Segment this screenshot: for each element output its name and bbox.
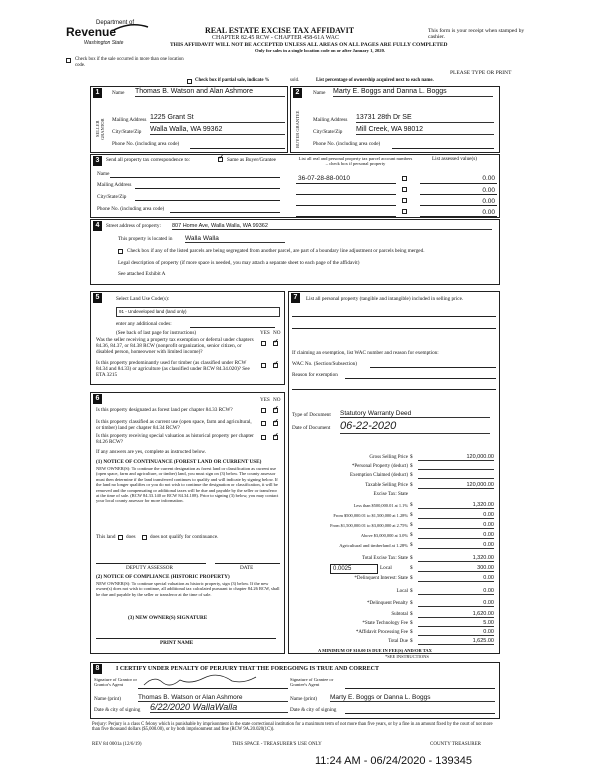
calc-label: Excise Tax: State (373, 492, 408, 497)
calc-dollar: $ (410, 600, 413, 606)
deputy-line (96, 563, 206, 564)
calc-value[interactable]: 0.00 (418, 629, 494, 636)
s3-name-line (110, 177, 280, 178)
does-label: does (126, 534, 136, 540)
s6-q3: Is this property receiving special valuation as historical property per chapter 84.26 RCW? (96, 433, 254, 445)
s5-q2-no-checkbox[interactable] (273, 363, 278, 368)
s3-mailing-label: Mailing Address (97, 182, 132, 188)
calc-label: *State Technology Fee (362, 621, 408, 626)
list-pct-label: List percentage of ownership acquired next to each name. (316, 78, 434, 83)
parcel-line (296, 205, 396, 206)
seller-mailing-label: Mailing Address (112, 117, 147, 123)
multi-location-label: Check box if the sale occurred in more than one location code. (75, 57, 184, 68)
buyer-side-label: BUYER GRANTEE (295, 110, 300, 148)
reason-label: Reason for exemption (292, 372, 338, 378)
calc-label: Exemption Claimed (deduct) (349, 473, 408, 478)
logo-line3: Washington State (84, 40, 124, 46)
seller-name-label: Name (112, 90, 125, 96)
buyer-city-label: City/State/Zip (313, 129, 343, 135)
section-4-number: 4 (93, 221, 102, 231)
calc-dollar: $ (410, 463, 413, 469)
grantee-date-city-line (345, 713, 495, 714)
exemption-claim-label: If claiming an exemption, list WAC number and reason for exemption: (292, 350, 439, 356)
deputy-label: DEPUTY ASSESSOR (126, 565, 173, 571)
not-accepted-note: THIS AFFIDAVIT WILL NOT BE ACCEPTED UNLESS ALL AREAS ON ALL PAGES ARE FULLY COMPLETED (170, 42, 448, 48)
calc-label: *Delinquent Penalty (367, 601, 408, 606)
calc-dollar: $ (410, 472, 413, 478)
recording-stamp: 11:24 AM - 06/24/2020 - 139345 (315, 755, 472, 767)
calc-dollar: $ (410, 522, 413, 528)
notice1-text: NEW OWNER(S): To continue the current designation as forest land or classification as current use (open space, farm and agriculture, or timber) land, you must sign on (3) below. The county assessor must then determine if the land transferred continues to qualify and will indicate by signing below. If the land no longer qualifies or you do not wish to continue the designation or classification, it will be removed and the compensating or additional taxes will be due and payable by the seller or transferor at the time of sale. (RCW 84.33.140 or RCW 84.34.108). Prior to signing (3) below, you may contact your local county assessor for more information. (96, 466, 279, 504)
section-1-number: 1 (93, 88, 102, 98)
s6-q3-yes-checkbox[interactable] (261, 435, 266, 440)
calc-label: Agricultural and timberland at 1.28% (339, 543, 408, 548)
s6-instructions: If any answers are yes, complete as instructed below. (96, 449, 207, 455)
s3-name-label: Name (97, 171, 110, 177)
deputy-date-line (215, 563, 280, 564)
receipt-note: This form is your receipt when stamped by cashier. (428, 28, 525, 41)
calc-value[interactable]: 120,000.00 (418, 482, 494, 489)
does-not-label: does not qualify for continuance. (150, 534, 219, 540)
calc-value[interactable]: 1,625.00 (418, 638, 494, 645)
segregated-label: Check box if any of the listed parcels are being segregated from another parcel, are part of a boundary line adjustment or parcels being merged. (127, 248, 425, 254)
send-correspondence-label: Send all property tax correspondence to: (106, 157, 190, 163)
new-owner-sig-label: (3) NEW OWNER(S) SIGNATURE (128, 615, 208, 621)
see-back-label: (See back of last page for instructions) (116, 330, 197, 336)
this-land-label: This land (96, 534, 116, 540)
calc-value[interactable]: 1,620.00 (418, 611, 494, 618)
dor-logo (60, 20, 155, 52)
county-treasurer: COUNTY TREASURER (430, 742, 481, 747)
calc-value[interactable]: 0.00 (418, 542, 494, 549)
s5-q2: Is this property predominantly used for timber (as classified under RCW 84.34 and 84.33) or agriculture (as classified under RCW 84.34.020)? See ETA 3215 (96, 360, 250, 378)
s3-mailing-line (135, 188, 280, 189)
print-name-label: PRINT NAME (160, 640, 194, 646)
form-id: REV 84 0001a (12/6/19) (92, 742, 142, 747)
calc-dollar: $ (410, 638, 413, 644)
section-6-number: 6 (93, 394, 102, 404)
reason-line-2 (292, 389, 496, 390)
doc-date[interactable]: 06-22-2020 (340, 420, 490, 434)
grantor-date-city[interactable]: 6/22/2020 WallaWalla (150, 702, 288, 713)
seller-side-label: SELLER GRANTOR (95, 118, 106, 140)
land-use-select[interactable]: 91 - Undeveloped land (land only) (116, 307, 280, 317)
calc-value[interactable]: 0.00 (418, 532, 494, 539)
same-as-buyer-checkbox[interactable] (218, 157, 223, 162)
calc-value[interactable]: 120,000.00 (418, 454, 494, 461)
calc-dollar: $ (410, 620, 413, 626)
logo-line1: Department of (96, 20, 135, 26)
new-owner-sig-line (96, 638, 276, 639)
seller-name[interactable]: Thomas B. Watson and Alan Ashmore (135, 88, 285, 97)
calc-dollar: $ (410, 542, 413, 548)
s3-city-label: City/State/Zip (97, 194, 127, 200)
parcel-number[interactable]: 36-07-28-88-0010 (298, 175, 351, 182)
s6-q1-no-checkbox[interactable] (273, 408, 278, 413)
section-5-number: 5 (93, 293, 102, 303)
calc-dollar: $ (410, 482, 413, 488)
segregated-checkbox[interactable] (118, 249, 123, 254)
personal-property-checkbox[interactable] (402, 209, 407, 214)
assessed-line (420, 205, 497, 206)
calc-dollar: $ (410, 575, 413, 581)
grantee-date-city-label: Date & city of signing (290, 707, 337, 713)
buyer-phone-label: Phone No. (including area code) (313, 141, 381, 147)
s6-q1-yes-checkbox[interactable] (261, 408, 266, 413)
notice2-text: NEW OWNER(S): To continue special valuation as historic property, sign (3) below. If the new owner(s) does not wish to continue, all additional tax calculated pursuant to chapter 84.26 RCW, shall be due and payable by the seller or transferor at the time of sale. (96, 581, 280, 597)
calc-dollar: $ (410, 629, 413, 635)
s6-q2: Is this property classified as current use (open space, farm and agricultural, or timber) land per chapter 84.34 RCW? (96, 419, 252, 431)
logo-swoosh-icon (110, 23, 150, 33)
calc-label: From $500,000.01 to $1,500,000 at 1.28% (333, 513, 408, 518)
personal-property-checkbox[interactable] (402, 176, 407, 181)
assessed-line (420, 183, 497, 184)
parcel-line (296, 216, 396, 217)
form-title: REAL ESTATE EXCISE TAX AFFIDAVIT (205, 26, 355, 35)
reason-line (345, 378, 496, 379)
section-2-number: 2 (293, 88, 302, 98)
perjury-note: Perjury: Perjury is a class C felony which is punishable by imprisonment in the state correctional institution for a maximum term of not more than five years, or by a fine in an amount fixed by the court of not more than five thousand dollars ($5,000.00), or by both imprisonment and fine (RCW 9A.20.020(1C)). (92, 722, 493, 733)
assessed-line (420, 194, 497, 195)
buyer-name[interactable]: Marty E. Boggs and Danna L. Boggs (333, 88, 493, 97)
sold-label: sold. (290, 78, 300, 83)
buyer-name-label: Name (313, 90, 326, 96)
calc-value[interactable]: 5.00 (418, 620, 494, 627)
calc-label: Less than $500,000.01 at 1.1% (353, 503, 408, 508)
personal-property-checkbox[interactable] (402, 187, 407, 192)
grantee-name-label: Name (print) (290, 696, 317, 702)
s6-q2-yes-checkbox[interactable] (261, 421, 266, 426)
see-instructions: *SEE INSTRUCTIONS (385, 654, 429, 659)
calc-value[interactable]: 1,320.00 (418, 555, 494, 562)
s6-yes-header: YES (260, 397, 270, 403)
calc-dollar: $ (410, 555, 413, 561)
type-print: PLEASE TYPE OR PRINT (450, 70, 512, 76)
parcel-header: List all real and personal property tax parcel account numbers – check box if personal property (298, 156, 413, 167)
calc-label: *Personal Property (deduct) (351, 464, 408, 469)
minimum-note: A MINIMUM OF $10.00 IS DUE IN FEE(S) AND/OR TAX (318, 648, 432, 653)
assessed-value[interactable]: 0.00 (482, 187, 495, 194)
deputy-date-label: DATE (240, 565, 254, 571)
legal-label: Legal description of property (if more space is needed, you may attach a separate sheet to each page of the affidavit) (118, 260, 360, 266)
s5-q2-yes-checkbox[interactable] (261, 363, 266, 368)
s6-q2-no-checkbox[interactable] (273, 421, 278, 426)
buyer-mailing[interactable]: 13731 28th Dr SE (356, 114, 494, 123)
s3-phone-line (170, 212, 280, 213)
buyer-mailing-label: Mailing Address (313, 117, 348, 123)
doc-type-label: Type of Document (292, 412, 331, 418)
notice2-title: (2) NOTICE OF COMPLIANCE (HISTORIC PROPERTY) (96, 574, 230, 580)
grantor-signature[interactable] (140, 673, 260, 689)
grantor-print-name[interactable]: Thomas B. Watson or Alan Ashmore (138, 694, 288, 702)
calc-label: *Affidavit Processing Fee (355, 630, 408, 635)
s3-phone-label: Phone No. (including area code) (97, 206, 165, 212)
calc-value[interactable] (418, 472, 494, 479)
calc-label: Above $3,000,000 at 3.0% (360, 533, 408, 538)
street-label: Street address of property: (106, 223, 161, 229)
parcel-line (296, 194, 396, 195)
wac-line (370, 367, 496, 368)
s5-q1-no-checkbox[interactable] (273, 341, 278, 346)
s6-q1: Is this property designated as forest land per chapter 84.33 RCW? (96, 407, 233, 413)
grantor-sig-label: Signature of Grantor or Grantor's Agent (94, 677, 137, 688)
personal-property-label: List all personal property (tangible and intangible) included in selling price. (306, 296, 464, 302)
s3-city-line (135, 200, 280, 201)
doc-date-label: Date of Document (292, 425, 331, 431)
certify-statement: I CERTIFY UNDER PENALTY OF PERJURY THAT THE FOREGOING IS TRUE AND CORRECT (116, 666, 379, 672)
calc-value[interactable] (418, 463, 494, 470)
grantee-sig-label: Signature of Grantee or Grantee's Agent (290, 677, 334, 688)
grantor-name-label: Name (print) (94, 696, 121, 702)
local-value[interactable]: 300.00 (418, 565, 494, 572)
section-7-number: 7 (291, 293, 300, 303)
section-3-number: 3 (93, 156, 102, 166)
does-not-checkbox[interactable] (142, 535, 147, 540)
personal-line-2 (292, 328, 496, 329)
assessed-value[interactable]: 0.00 (482, 209, 495, 216)
calc-dollar: $ (410, 454, 413, 460)
grantor-date-city-label: Date & city of signing (94, 707, 141, 713)
located-label: This property is located in (118, 236, 173, 242)
s6-q3-no-checkbox[interactable] (273, 435, 278, 440)
form-chapter: CHAPTER 82.45 RCW - CHAPTER 458-61A WAC (212, 35, 339, 41)
land-use-label: Select Land Use Code(s): (116, 296, 170, 302)
only-sales-note: Only for sales in a single location code on or after January 1, 2020. (255, 48, 386, 53)
calc-label: Local (396, 589, 408, 594)
calc-dollar: $ (410, 532, 413, 538)
multi-location-checkbox[interactable] (66, 58, 71, 63)
local-rate-input[interactable]: 0.0025 (330, 564, 378, 574)
calc-dollar: $ (410, 611, 413, 617)
s5-q1: Was the seller receiving a property tax exemption or deferral under chapters 84.36, 84.37, or 84.38 RCW (nonprofit organization, senior citizen, or disabled person, homeowner with limited income)? (96, 337, 254, 355)
calc-dollar: $ (410, 588, 413, 594)
buyer-city[interactable]: Mill Creek, WA 98012 (356, 126, 494, 135)
calc-label: Gross Selling Price (369, 455, 408, 460)
section-8-number: 8 (93, 664, 102, 674)
calc-dollar: $ (410, 512, 413, 518)
personal-property-checkbox[interactable] (402, 198, 407, 203)
calc-label: Total Excise Tax: State (361, 556, 408, 561)
partial-sale-label: Check box if partial sale, indicate % (195, 78, 270, 83)
seller-phone-label: Phone No. (including area code) (112, 141, 180, 147)
seller-mailing[interactable]: 1225 Grant St (150, 114, 285, 123)
grantee-sig-line (345, 688, 495, 689)
calc-label: Total Due (388, 639, 408, 644)
same-as-buyer-label: Same as Buyer/Grantee (227, 157, 276, 163)
doc-type[interactable]: Statutory Warranty Deed (340, 410, 490, 418)
assessed-value[interactable]: 0.00 (482, 175, 495, 182)
located-in[interactable]: Walla Walla (185, 235, 285, 243)
s6-no-header: NO (273, 397, 281, 403)
grantee-print-name[interactable]: Marty E. Boggs or Danna L. Boggs (330, 694, 495, 702)
street-address[interactable]: 807 Home Ave, Walla Walla, WA 99362 (172, 223, 492, 230)
s5-yes-header: YES (260, 330, 270, 336)
partial-sale-checkbox[interactable] (187, 79, 192, 84)
calc-value[interactable]: 0.00 (418, 600, 494, 607)
seller-city[interactable]: Walla Walla, WA 99362 (150, 126, 285, 135)
assessed-value[interactable]: 0.00 (482, 198, 495, 205)
calc-value[interactable]: 0.00 (418, 522, 494, 529)
calc-label: From $1,500,000.01 to $3,000,000 at 2.75% (330, 523, 408, 528)
s5-no-header: NO (273, 330, 281, 336)
assessed-line (420, 216, 497, 217)
buyer-phone-line (392, 148, 494, 149)
seller-phone-line (190, 148, 285, 149)
seller-city-label: City/State/Zip (112, 129, 142, 135)
calc-value[interactable]: 0.00 (418, 588, 494, 595)
calc-label: Taxable Selling Price (365, 483, 408, 488)
wac-label: WAC No. (Section/Subsection) (292, 361, 357, 367)
calc-value[interactable]: 1,320.00 (418, 502, 494, 509)
legal-description[interactable]: See attached Exhibit A (118, 271, 166, 277)
does-checkbox[interactable] (118, 535, 123, 540)
logo-line2: Revenue (66, 25, 117, 39)
grantor-sig-line (138, 688, 288, 689)
treasurer-use: THIS SPACE - TREASURER'S USE ONLY (232, 742, 322, 747)
personal-line-1 (292, 316, 496, 317)
calc-label: *Delinquent Interest: State (354, 576, 408, 581)
notice1-title: (1) NOTICE OF CONTINUANCE (FOREST LAND OR CURRENT USE) (96, 459, 262, 465)
calc-value[interactable]: 0.00 (418, 575, 494, 582)
calc-value[interactable]: 0.00 (418, 512, 494, 519)
s5-q1-yes-checkbox[interactable] (261, 341, 266, 346)
local-label: Local (380, 565, 392, 571)
calc-label: Subtotal (391, 612, 408, 617)
assessed-header: List assessed value(s) (432, 156, 477, 162)
additional-codes-line (190, 327, 275, 328)
parcel-line (296, 183, 396, 184)
additional-codes-label: enter any additional codes: (116, 321, 172, 327)
calc-dollar: $ (410, 565, 413, 571)
calc-dollar: $ (410, 502, 413, 508)
